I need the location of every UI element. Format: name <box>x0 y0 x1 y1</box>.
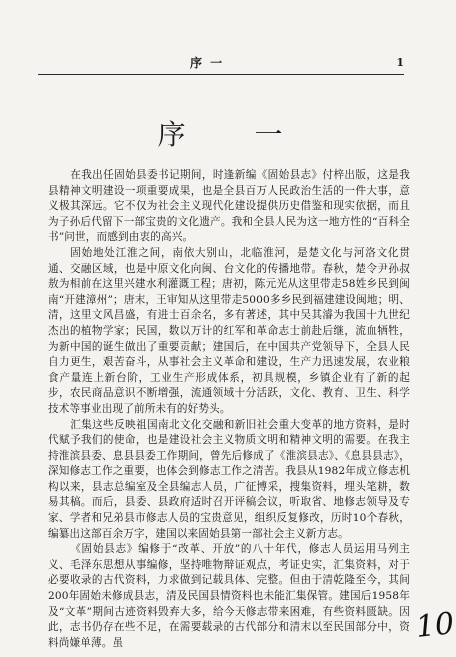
paragraph-4: 《固始县志》编修于“改革、开放”的八十年代，修志人员运用马列主义、毛泽东思想从事编修，坚持唯物辩证观点，考证史实，汇集资料，对于必要收录的古代资料，力求做到记载具体、完整。但由于清乾隆至今，其间200年固始未修成县志，清及民国县情资料也未能汇集保管。建国后1958年及“文革”期间古迹资料毁弃大多，给今天修志带来困难，有些资料匮缺。因此，志书仍存在些不足，在需要载录的古代部分和清末以至民国部分中，资料尚嫌单薄。虽 <box>48 543 410 649</box>
page-number: 1 <box>396 56 404 69</box>
handwritten-page-mark: 10 <box>414 606 456 645</box>
page-title: 序 一 <box>157 118 313 151</box>
header-rule <box>38 74 404 75</box>
running-head-title: 序 一 <box>190 56 225 70</box>
paragraph-3: 汇集这些反映祖国南北文化交融和新旧社会重大变革的地方资料，是时代赋予我们的使命，也是建设社会主义物质文明和精神文明的需要。在我主持淮滨县委、息县县委工作期间，曾先后修成了《淮滨县志》、《息县县志》，深知修志工作之重要，也体会到修志工作之清苦。我县从1982年成立修志机构以来，县志总编室及全县编志人员，广征博采，搜集资料，埋头笔耕，数易其稿。而后，县委、县政府适时召开评稿会议，听取省、地修志领导及专家、学者和兄弟县市修志人员的宝贵意见，组织反复修改，历时10个春秋，编纂出这部百余万字，建国以来固始县第一部社会主义新方志。 <box>48 418 410 540</box>
paragraph-1: 在我出任固始县委书记期间，时逢新编《固始县志》付梓出版，这是我县精神文明建设一项重要成果，也是全县百万人民政治生活的一件大事，意义极其深远。它不仅为社会主义现代化建设提供历史借鉴和现实依据，而且为子孙后代留下一部宝贵的文化遗产。我和全县人民为这一地方性的“百科全书”问世，而感到由衷的高兴。 <box>48 169 410 244</box>
paragraph-2: 固始地处江淮之间，南依大别山，北临淮河，是楚文化与河洛文化贯通、交融区域，也是中原文化向闽、台文化的传播地带。春秋，楚令尹孙叔敖为相前在这里兴建水利灌溉工程；唐初，陈元光从这里带走58姓乡民到闽南“开建漳州”；唐末，王审知从这里带走5000多乡民到福建建设闽地；明、清，这里文风昌盛，有进士百余名，多有著述，其中吴其濬为我国十九世纪杰出的植物学家；民国，数以万计的红军和革命志士前赴后继，流血牺牲，为新中国的诞生做出了重要贡献；建国后，在中国共产党领导下，全县人民自力更生，艰苦奋斗，从事社会主义革命和建设，生产力迅速发展，农业粮食产量连上新台阶，工业生产形成体系，初具规模，乡镇企业有了新的起步，农民商品意识不断增强，流通领域十分活跃，文化、教育、卫生、科学技术等事业出现了前所未有的好势头。 <box>48 246 410 415</box>
body-text <box>48 168 410 651</box>
running-head <box>38 54 404 72</box>
